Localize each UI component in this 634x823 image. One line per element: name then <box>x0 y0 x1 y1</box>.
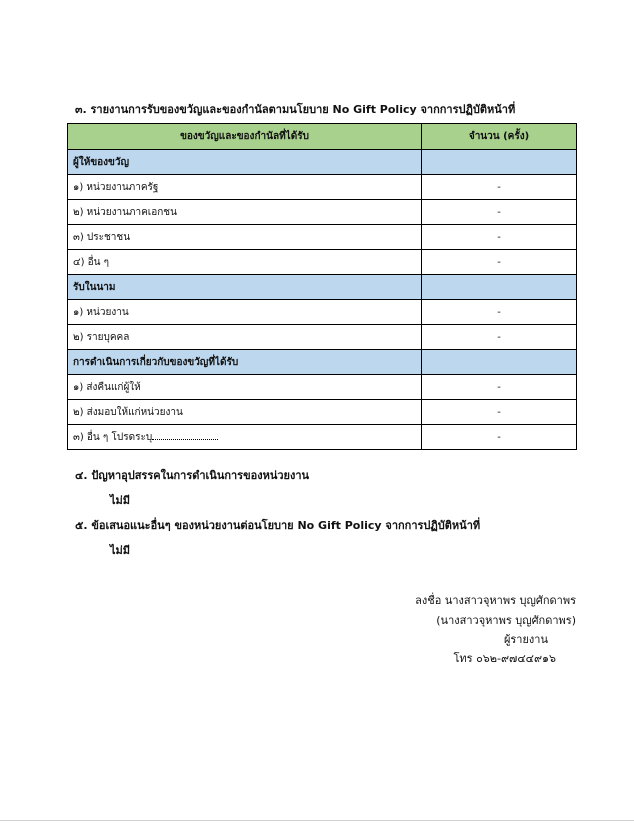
category-blank <box>422 275 577 300</box>
row-label-with-blank <box>68 425 422 450</box>
signer-name: (นางสาวจุหาพร บุญศักดาพร) <box>436 614 576 627</box>
row-value: - <box>422 200 577 225</box>
table-row <box>68 425 577 450</box>
category-label: การดำเนินการเกี่ยวกับของขวัญที่ได้รับ <box>68 350 422 375</box>
row-label: ๓) อื่น ๆ โปรดระบุ <box>73 431 153 443</box>
table-row <box>68 400 577 425</box>
category-label: รับในนาม <box>68 275 422 300</box>
section5-title: ๕. ข้อเสนอแนะอื่นๆ ของหน่วยงานต่อนโยบาย No Gift Policy จากการปฏิบัติหน้าที่ <box>75 519 481 532</box>
fill-in-blank-line <box>152 430 218 440</box>
row-label: ๓) ประชาชน <box>68 225 422 250</box>
table-row <box>68 250 577 275</box>
table-row <box>68 325 577 350</box>
header-gift-item: ของขวัญและของกำนัลที่ได้รับ <box>68 124 422 150</box>
row-label: ๑) หน่วยงาน <box>68 300 422 325</box>
row-label: ๑) ส่งคืนแก่ผู้ให้ <box>68 375 422 400</box>
row-value: - <box>422 400 577 425</box>
section4-title: ๔. ปัญหาอุปสรรคในการดำเนินการของหน่วยงาน <box>75 469 310 482</box>
row-label: ๒) รายบุคคล <box>68 325 422 350</box>
row-label: ๑) หน่วยงานภาครัฐ <box>68 175 422 200</box>
category-row-giver <box>68 150 577 175</box>
table-row <box>68 375 577 400</box>
gift-report-table <box>67 123 577 450</box>
section4-answer: ไม่มี <box>110 494 131 507</box>
category-label: ผู้ให้ของขวัญ <box>68 150 422 175</box>
row-value: - <box>422 425 577 450</box>
row-value: - <box>422 175 577 200</box>
table-row <box>68 300 577 325</box>
category-row-received-as <box>68 275 577 300</box>
signer-role: ผู้รายงาน <box>503 633 548 646</box>
table-row <box>68 200 577 225</box>
signature-line: ลงชื่อ นางสาวจุหาพร บุญศักดาพร <box>415 594 576 607</box>
category-blank <box>422 150 577 175</box>
row-label: ๔) อื่น ๆ <box>68 250 422 275</box>
table-header-row <box>68 124 577 150</box>
row-label: ๒) หน่วยงานภาคเอกชน <box>68 200 422 225</box>
section3-heading: ๓. รายงานการรับของขวัญและของกำนัลตามนโยบาย No Gift Policy จากการปฏิบัติหน้าที่ <box>75 103 516 116</box>
table-row <box>68 225 577 250</box>
row-value: - <box>422 325 577 350</box>
table-row <box>68 175 577 200</box>
category-blank <box>422 350 577 375</box>
signer-phone: โทร ๐๖๒-๙๗๔๔๙๑๖ <box>453 652 556 665</box>
row-value: - <box>422 250 577 275</box>
row-value: - <box>422 375 577 400</box>
category-row-handling <box>68 350 577 375</box>
row-value: - <box>422 225 577 250</box>
page-bottom-divider <box>0 820 634 821</box>
row-label: ๒) ส่งมอบให้แก่หน่วยงาน <box>68 400 422 425</box>
header-count: จำนวน (ครั้ง) <box>422 124 577 150</box>
row-value: - <box>422 300 577 325</box>
section5-answer: ไม่มี <box>110 544 131 557</box>
